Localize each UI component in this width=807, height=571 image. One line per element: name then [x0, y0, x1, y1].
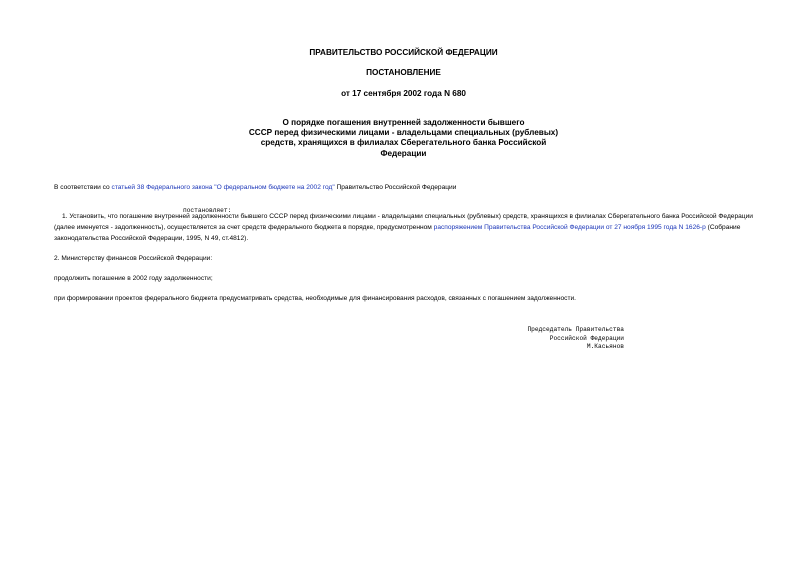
decree-word: постановляет:	[183, 207, 232, 214]
intro-paragraph	[54, 182, 770, 193]
signature-position: Председатель Правительства	[527, 326, 624, 333]
title-line: средств, хранящихся в филиалах Сберегательного банка Российской	[260, 138, 547, 148]
document-type-heading: ПОСТАНОВЛЕНИЕ	[366, 68, 441, 77]
intro-text-end: Правительство Российской Федерации	[334, 184, 457, 191]
document-date-heading: от 17 сентября 2002 года N 680	[341, 89, 466, 98]
item-2b-paragraph: при формировании проектов федерального бюджета предусматривать средства, необходимые для финансирования расходов, связанных с погашением задолженности.	[54, 295, 576, 302]
title-line: О порядке погашения внутренней задолженности бывшего	[282, 118, 525, 127]
item-1-text: 1. Установить, что погашение внутренней задолженности бывшего СССР перед физическими лицами - владельцами специальных (рублевых) средств, хранящихся в филиалах Сберегательного банка Российской Федерации (далее именуется - задолженность), осуществляется за счет средств федерального бюджета в порядке, предусмотренном	[54, 213, 753, 231]
signature-block	[470, 326, 624, 352]
item-1-text-end: (Собрание законодательства Российской Федерации, 1995, N 49, ст.4812).	[54, 224, 741, 242]
document-title	[0, 118, 807, 159]
intro-text: В соответствии со	[54, 184, 112, 191]
signature-name: М.Касьянов	[586, 343, 624, 351]
title-line: Федерации	[380, 148, 427, 158]
signature-country: Российской Федерации	[549, 334, 624, 342]
issuer-heading: ПРАВИТЕЛЬСТВО РОССИЙСКОЙ ФЕДЕРАЦИИ	[309, 48, 498, 57]
item-2-paragraph: 2. Министерству финансов Российской Федерации:	[54, 255, 213, 262]
item-2a-paragraph: продолжить погашение в 2002 году задолженности;	[54, 275, 213, 282]
federal-law-link[interactable]: статьей 38 Федерального закона "О федеральном бюджете на 2002 год"	[111, 184, 335, 191]
government-order-link[interactable]: распоряжением Правительства Российской Федерации от 27 ноября 1995 года N 1626-р	[433, 224, 706, 231]
item-1-paragraph	[54, 211, 772, 244]
title-line: СССР перед физическими лицами - владельцами специальных (рублевых)	[248, 128, 559, 138]
